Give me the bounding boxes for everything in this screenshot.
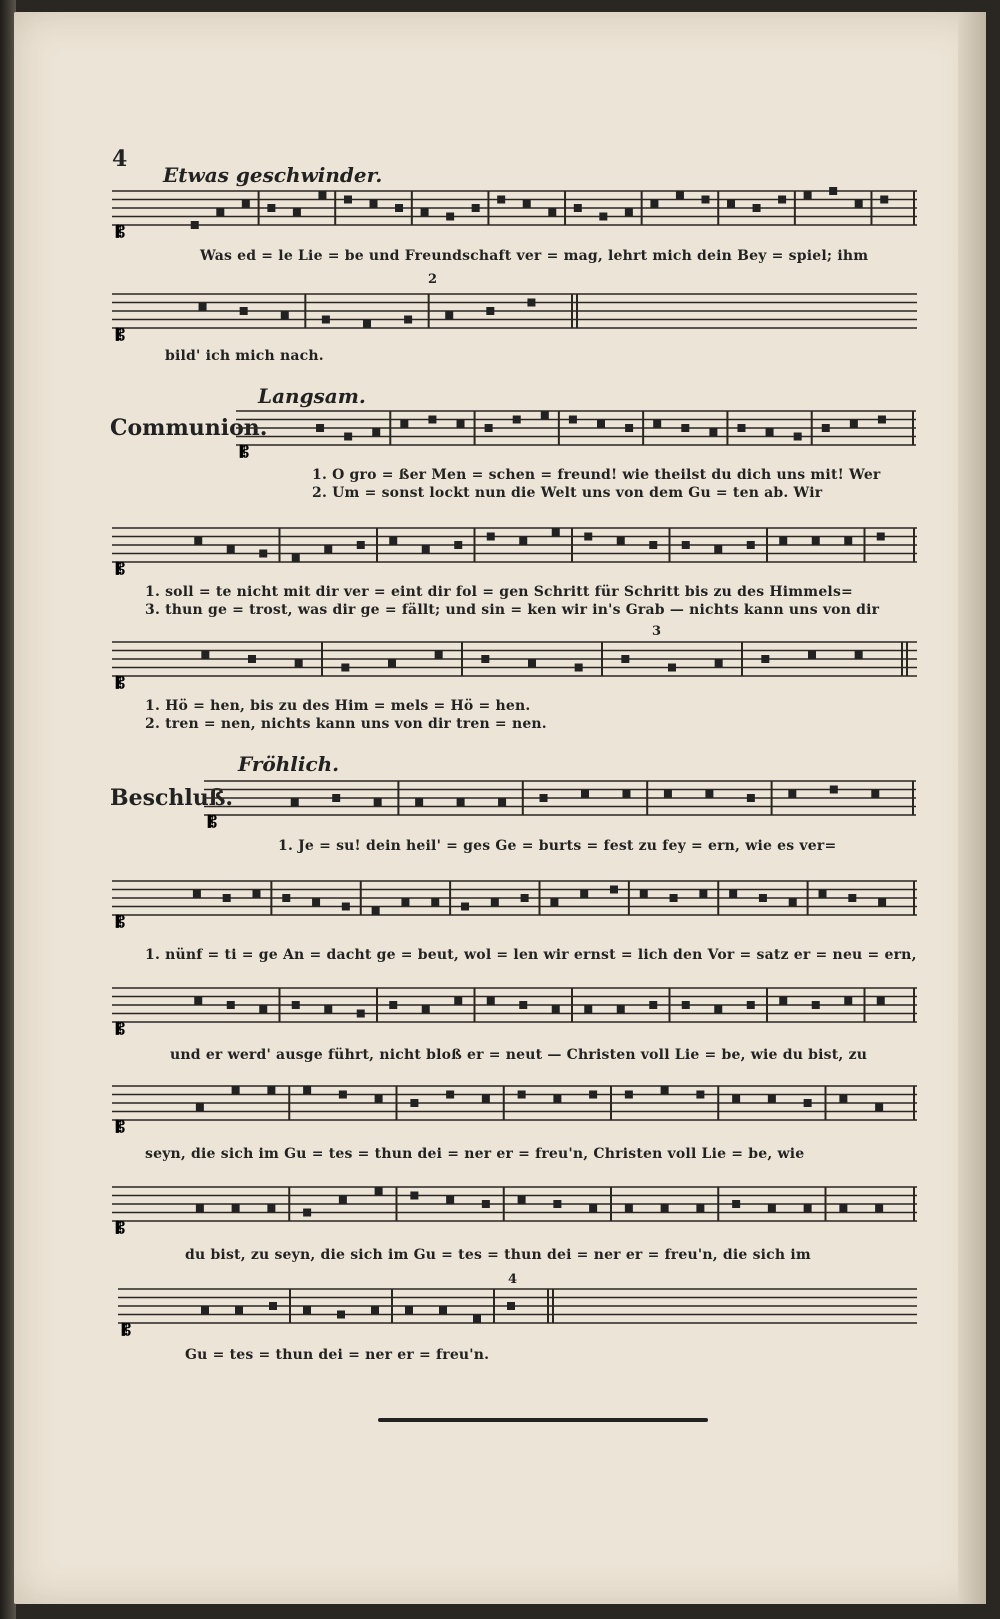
note-head <box>727 200 735 208</box>
note-head <box>779 997 787 1005</box>
note-head <box>878 416 886 424</box>
clef-symbol: 𝄡 <box>208 812 217 831</box>
note-head <box>235 1306 243 1314</box>
note-head <box>848 894 856 902</box>
note-head <box>371 1306 379 1314</box>
note-head <box>574 204 582 212</box>
note-head <box>759 894 767 902</box>
note-head <box>454 541 462 549</box>
note-head <box>292 1001 300 1009</box>
note-head <box>332 794 340 802</box>
lyric-line: Was ed = le Lie = be und Freundschaft ver = mag, lehrt mich dein Bey = spiel; ihm <box>200 248 869 264</box>
music-staff <box>112 1080 917 1140</box>
music-staff <box>112 185 917 245</box>
note-head <box>482 1200 490 1208</box>
note-head <box>227 1001 235 1009</box>
note-head <box>191 221 199 229</box>
note-head <box>589 1091 597 1099</box>
note-head <box>370 200 378 208</box>
note-head <box>788 790 796 798</box>
note-head <box>829 187 837 195</box>
note-head <box>696 1204 704 1212</box>
note-head <box>804 1099 812 1107</box>
note-head <box>747 541 755 549</box>
note-head <box>778 196 786 204</box>
note-head <box>584 1005 592 1013</box>
note-head <box>194 537 202 545</box>
note-head <box>454 997 462 1005</box>
note-head <box>357 1010 365 1018</box>
music-staff <box>118 1283 917 1343</box>
measure-number: 4 <box>508 1272 518 1287</box>
lyric-line: 1. nünf = ti = ge An = dacht ge = beut, wol = len wir ernst = lich den Vor = satz er = neu = ern, <box>145 947 917 963</box>
note-head <box>318 191 326 199</box>
tempo-marking: Langsam. <box>258 384 366 408</box>
note-head <box>878 898 886 906</box>
music-staff <box>204 775 916 835</box>
note-head <box>342 903 350 911</box>
note-head <box>839 1095 847 1103</box>
note-head <box>597 420 605 428</box>
note-head <box>428 416 436 424</box>
note-head <box>575 664 583 672</box>
note-head <box>196 1204 204 1212</box>
note-head <box>640 890 648 898</box>
note-head <box>812 1001 820 1009</box>
note-head <box>747 794 755 802</box>
note-head <box>768 1204 776 1212</box>
note-head <box>337 1311 345 1319</box>
note-head <box>485 424 493 432</box>
note-head <box>240 307 248 315</box>
clef-symbol: 𝄡 <box>116 222 125 241</box>
note-head <box>732 1095 740 1103</box>
clef-symbol: 𝄡 <box>116 673 125 692</box>
clef-symbol: 𝄡 <box>116 559 125 578</box>
note-head <box>282 894 290 902</box>
note-head <box>482 1095 490 1103</box>
note-head <box>844 537 852 545</box>
clef-symbol: 𝄡 <box>116 1019 125 1038</box>
note-head <box>252 890 260 898</box>
note-head <box>363 320 371 328</box>
note-head <box>877 533 885 541</box>
note-head <box>599 213 607 221</box>
note-head <box>625 1204 633 1212</box>
note-head <box>625 424 633 432</box>
note-head <box>196 1103 204 1111</box>
lyric-line: und er werd' ausge führt, nicht bloß er = neut — Christen voll Lie = be, wie du bist, zu <box>170 1047 868 1063</box>
note-head <box>497 196 505 204</box>
note-head <box>324 545 332 553</box>
note-head <box>267 1086 275 1094</box>
note-head <box>487 533 495 541</box>
note-head <box>339 1091 347 1099</box>
note-head <box>649 1001 657 1009</box>
note-head <box>457 798 465 806</box>
note-head <box>850 420 858 428</box>
clef-symbol: 𝄡 <box>116 1117 125 1136</box>
lyric-line: 1. soll = te nicht mit dir ver = eint dir fol = gen Schritt für Schritt bis zu des Himmels= <box>145 584 853 600</box>
note-head <box>653 420 661 428</box>
note-head <box>518 1196 526 1204</box>
note-head <box>445 311 453 319</box>
note-head <box>232 1086 240 1094</box>
note-head <box>541 411 549 419</box>
note-head <box>871 790 879 798</box>
note-head <box>293 208 301 216</box>
measure-number: 2 <box>428 272 438 287</box>
lyric-line: 1. Hö = hen, bis zu des Him = mels = Hö = hen. <box>145 698 531 714</box>
clef-symbol: 𝄡 <box>116 912 125 931</box>
note-head <box>227 545 235 553</box>
note-head <box>344 433 352 441</box>
note-head <box>303 1209 311 1217</box>
note-head <box>461 903 469 911</box>
note-head <box>661 1204 669 1212</box>
note-head <box>701 196 709 204</box>
note-head <box>747 1001 755 1009</box>
note-head <box>401 898 409 906</box>
note-head <box>794 433 802 441</box>
clef-symbol: 𝄡 <box>116 325 125 344</box>
note-head <box>732 1200 740 1208</box>
note-head <box>431 898 439 906</box>
tempo-marking: Etwas geschwinder. <box>163 163 383 187</box>
note-head <box>649 541 657 549</box>
note-head <box>303 1086 311 1094</box>
note-head <box>855 200 863 208</box>
note-head <box>339 1196 347 1204</box>
lyric-line: 3. thun ge = trost, was dir ge = fällt; und sin = ken wir in's Grab — nichts kann uns von dir <box>145 602 880 618</box>
note-head <box>201 651 209 659</box>
note-head <box>375 1095 383 1103</box>
note-head <box>491 898 499 906</box>
note-head <box>714 545 722 553</box>
page-number: 4 <box>112 146 128 172</box>
note-head <box>404 316 412 324</box>
tempo-marking: Fröhlich. <box>238 752 340 776</box>
note-head <box>498 798 506 806</box>
section-heading: Communion. <box>110 415 268 441</box>
note-head <box>291 798 299 806</box>
note-head <box>372 907 380 915</box>
note-head <box>269 1302 277 1310</box>
note-head <box>519 1001 527 1009</box>
note-head <box>472 204 480 212</box>
note-head <box>232 1204 240 1212</box>
note-head <box>281 311 289 319</box>
note-head <box>344 196 352 204</box>
note-head <box>194 997 202 1005</box>
note-head <box>242 200 250 208</box>
note-head <box>422 1005 430 1013</box>
note-head <box>696 1091 704 1099</box>
note-head <box>521 894 529 902</box>
note-head <box>875 1204 883 1212</box>
note-head <box>199 303 207 311</box>
note-head <box>324 1005 332 1013</box>
note-head <box>552 528 560 536</box>
note-head <box>804 191 812 199</box>
note-head <box>446 1196 454 1204</box>
note-head <box>581 790 589 798</box>
music-staff <box>112 1181 917 1241</box>
note-head <box>875 1103 883 1111</box>
note-head <box>880 196 888 204</box>
note-head <box>410 1099 418 1107</box>
note-head <box>507 1302 515 1310</box>
note-head <box>548 208 556 216</box>
note-head <box>486 307 494 315</box>
note-head <box>709 428 717 436</box>
note-head <box>527 299 535 307</box>
note-head <box>295 659 303 667</box>
clef-symbol: 𝄡 <box>240 442 249 461</box>
lyric-line: 1. Je = su! dein heil' = ges Ge = burts = fest zu fey = ern, wie es ver= <box>278 838 837 854</box>
note-head <box>553 1200 561 1208</box>
note-head <box>617 1005 625 1013</box>
note-head <box>552 1005 560 1013</box>
note-head <box>375 1187 383 1195</box>
note-head <box>518 1091 526 1099</box>
note-head <box>312 898 320 906</box>
note-head <box>844 997 852 1005</box>
note-head <box>193 890 201 898</box>
note-head <box>753 204 761 212</box>
section-heading: Beschluß. <box>110 785 234 811</box>
note-head <box>446 1091 454 1099</box>
note-head <box>201 1306 209 1314</box>
note-head <box>457 420 465 428</box>
note-head <box>388 659 396 667</box>
note-head <box>761 655 769 663</box>
end-rule <box>378 1418 708 1422</box>
note-head <box>737 424 745 432</box>
lyric-line: 2. tren = nen, nichts kann uns von dir tren = nen. <box>145 716 547 732</box>
note-head <box>248 655 256 663</box>
note-head <box>714 1005 722 1013</box>
note-head <box>481 655 489 663</box>
note-head <box>372 428 380 436</box>
note-head <box>422 545 430 553</box>
clef-symbol: 𝄡 <box>122 1320 131 1339</box>
note-head <box>523 200 531 208</box>
note-head <box>435 651 443 659</box>
note-head <box>400 420 408 428</box>
music-staff <box>112 982 917 1042</box>
note-head <box>676 191 684 199</box>
note-head <box>580 890 588 898</box>
note-head <box>621 655 629 663</box>
note-head <box>374 798 382 806</box>
note-head <box>341 664 349 672</box>
note-head <box>681 424 689 432</box>
music-staff <box>112 636 917 696</box>
note-head <box>584 533 592 541</box>
page-edge <box>958 12 986 1604</box>
note-head <box>553 1095 561 1103</box>
music-staff <box>112 288 917 348</box>
note-head <box>487 997 495 1005</box>
note-head <box>316 424 324 432</box>
note-head <box>812 537 820 545</box>
note-head <box>855 651 863 659</box>
music-staff <box>236 405 916 465</box>
note-head <box>513 416 521 424</box>
note-head <box>446 213 454 221</box>
note-head <box>650 200 658 208</box>
note-head <box>661 1086 669 1094</box>
note-head <box>259 550 267 558</box>
note-head <box>705 790 713 798</box>
note-head <box>395 204 403 212</box>
note-head <box>699 890 707 898</box>
note-head <box>357 541 365 549</box>
note-head <box>670 894 678 902</box>
lyric-line: seyn, die sich im Gu = tes = thun dei = ner er = freu'n, Christen voll Lie = be, wie <box>145 1146 805 1162</box>
lyric-line: Gu = tes = thun dei = ner er = freu'n. <box>185 1347 490 1363</box>
note-head <box>292 554 300 562</box>
note-head <box>405 1306 413 1314</box>
note-head <box>808 651 816 659</box>
note-head <box>223 894 231 902</box>
note-head <box>682 541 690 549</box>
note-head <box>322 316 330 324</box>
note-head <box>610 886 618 894</box>
note-head <box>668 664 676 672</box>
note-head <box>729 890 737 898</box>
note-head <box>439 1306 447 1314</box>
note-head <box>267 204 275 212</box>
note-head <box>519 537 527 545</box>
note-head <box>682 1001 690 1009</box>
note-head <box>766 428 774 436</box>
note-head <box>622 790 630 798</box>
lyric-line: 2. Um = sonst lockt nun die Welt uns von dem Gu = ten ab. Wir <box>312 485 823 501</box>
note-head <box>528 659 536 667</box>
music-staff <box>112 875 917 935</box>
note-head <box>589 1204 597 1212</box>
note-head <box>830 786 838 794</box>
note-head <box>819 890 827 898</box>
note-head <box>789 898 797 906</box>
note-head <box>625 1091 633 1099</box>
note-head <box>410 1192 418 1200</box>
note-head <box>877 997 885 1005</box>
note-head <box>715 659 723 667</box>
note-head <box>540 794 548 802</box>
note-head <box>839 1204 847 1212</box>
note-head <box>473 1315 481 1323</box>
clef-symbol: 𝄡 <box>116 1218 125 1237</box>
note-head <box>303 1306 311 1314</box>
note-head <box>664 790 672 798</box>
lyric-line: du bist, zu seyn, die sich im Gu = tes = thun dei = ner er = freu'n, die sich im <box>185 1247 811 1263</box>
music-staff <box>112 522 917 582</box>
note-head <box>569 416 577 424</box>
note-head <box>389 1001 397 1009</box>
measure-number: 3 <box>652 624 662 639</box>
note-head <box>550 898 558 906</box>
note-head <box>822 424 830 432</box>
note-head <box>259 1005 267 1013</box>
lyric-line: 1. O gro = ßer Men = schen = freund! wie theilst du dich uns mit! Wer <box>312 467 881 483</box>
lyric-line: bild' ich mich nach. <box>165 348 324 364</box>
note-head <box>389 537 397 545</box>
note-head <box>617 537 625 545</box>
note-head <box>267 1204 275 1212</box>
note-head <box>779 537 787 545</box>
note-head <box>415 798 423 806</box>
note-head <box>216 208 224 216</box>
note-head <box>804 1204 812 1212</box>
note-head <box>421 208 429 216</box>
note-head <box>768 1095 776 1103</box>
note-head <box>625 208 633 216</box>
